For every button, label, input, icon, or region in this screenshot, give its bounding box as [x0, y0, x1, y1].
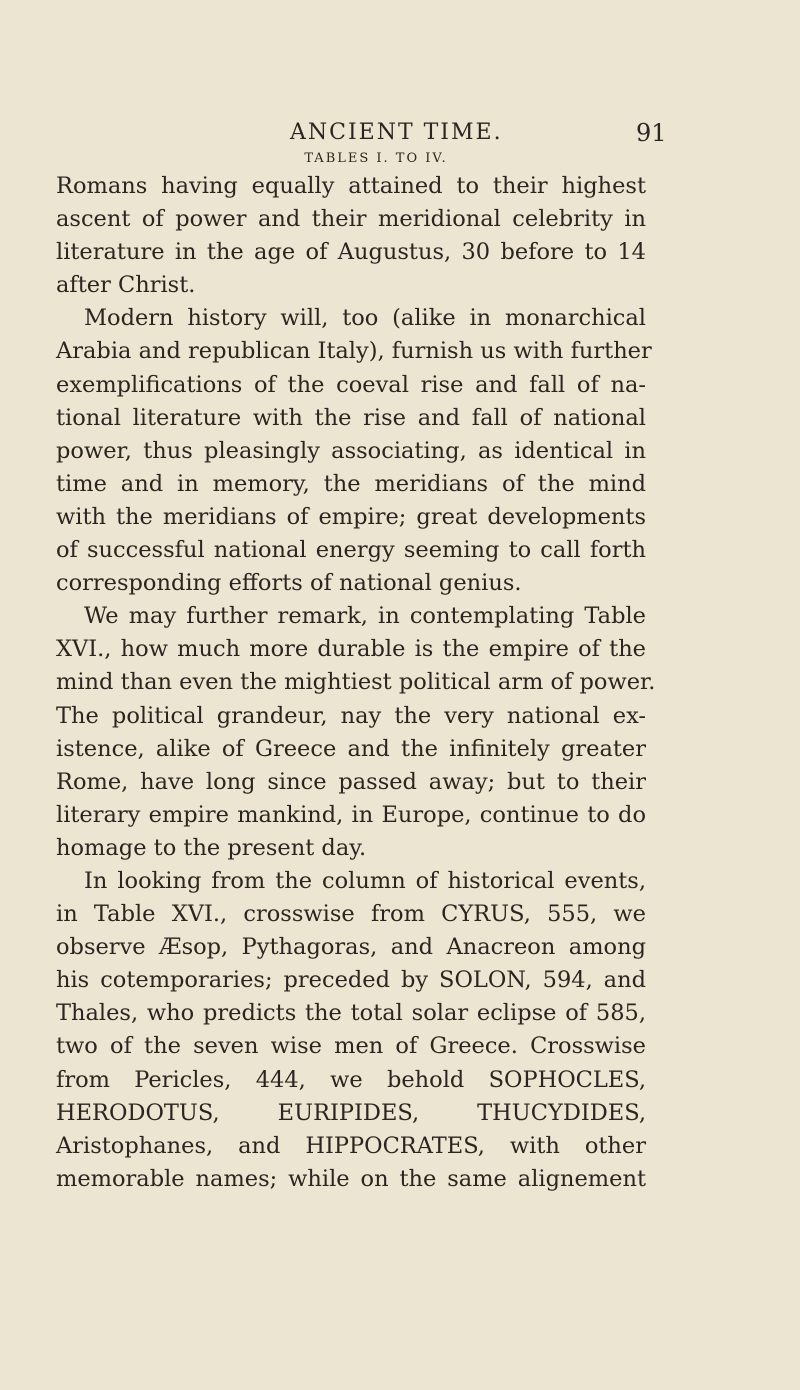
text-line: power, thus pleasingly associating, as identical in: [56, 437, 646, 464]
text-line: observe Æsop, Pythagoras, and Anacreon among: [56, 934, 646, 961]
text-line: Modern history will, too (alike in monarchical: [84, 305, 646, 332]
text-line: literature in the age of Augustus, 30 before to 14: [56, 239, 646, 266]
text-line: literary empire mankind, in Europe, continue to do: [56, 801, 646, 828]
text-line: Thales, who predicts the total solar eclipse of 585,: [56, 1000, 646, 1027]
text-line: corresponding efforts of national genius.: [56, 570, 522, 597]
running-head: [0, 118, 800, 150]
text-line: XVI., how much more durable is the empire of the: [56, 636, 646, 663]
text-line: HERODOTUS, EURIPIDES, THUCYDIDES,: [56, 1099, 646, 1126]
text-line: after Christ.: [56, 272, 196, 299]
text-line: homage to the present day.: [56, 834, 367, 861]
text-line: his cotemporaries; preceded by SOLON, 594, and: [56, 967, 646, 994]
text-line: mind than even the mightiest political arm of power.: [56, 669, 656, 696]
text-line: istence, alike of Greece and the infinitely greater: [56, 735, 646, 762]
page-number: 91: [636, 119, 667, 147]
text-line: Rome, have long since passed away; but to their: [56, 768, 646, 795]
text-line: exemplifications of the coeval rise and fall of na-: [56, 371, 646, 398]
text-line: Arabia and republican Italy), furnish us with further: [56, 338, 652, 365]
running-title: ANCIENT TIME.: [290, 120, 503, 145]
text-line: memorable names; while on the same alignement: [56, 1165, 646, 1192]
text-line: Romans having equally attained to their highest: [56, 173, 646, 199]
text-line: time and in memory, the meridians of the mind: [56, 470, 646, 497]
text-line: ascent of power and their meridional celebrity in: [56, 206, 646, 233]
text-line: tional literature with the rise and fall of national: [56, 404, 646, 431]
text-line: We may further remark, in contemplating Table: [84, 603, 646, 630]
section-subheading: TABLES I. TO IV.: [304, 151, 448, 166]
text-line: with the meridians of empire; great developments: [56, 503, 646, 530]
text-line: In looking from the column of historical events,: [84, 867, 646, 894]
text-line: two of the seven wise men of Greece. Crosswise: [56, 1033, 646, 1060]
text-line: The political grandeur, nay the very national ex-: [56, 702, 646, 729]
text-line: in Table XVI., crosswise from CYRUS, 555, we: [56, 901, 646, 928]
text-line: Aristophanes, and HIPPOCRATES, with other: [56, 1132, 646, 1159]
text-line: from Pericles, 444, we behold SOPHOCLES,: [56, 1066, 646, 1093]
text-line: of successful national energy seeming to call forth: [56, 537, 646, 564]
body-text: [56, 170, 656, 1196]
